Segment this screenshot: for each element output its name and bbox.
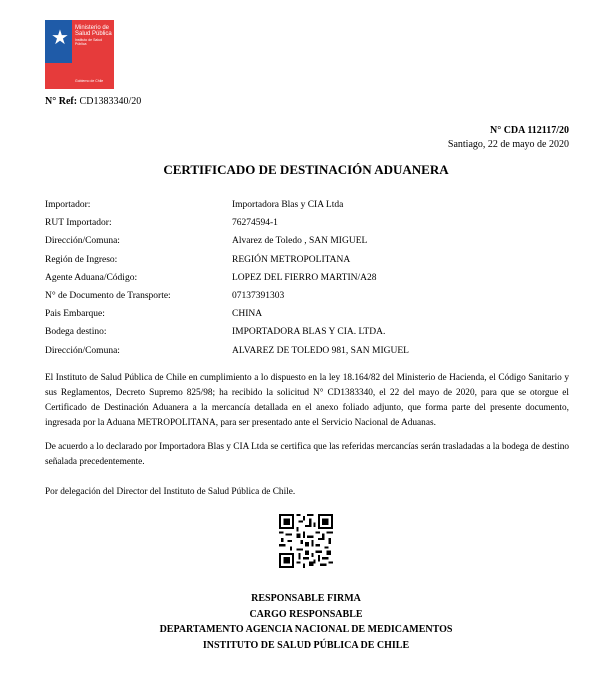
field-value: 07137391303 (232, 291, 285, 302)
field-label: Bodega destino: (45, 327, 107, 338)
field-label: Dirección/Comuna: (45, 345, 120, 356)
signature-line: INSTITUTO DE SALUD PÚBLICA DE CHILE (202, 639, 410, 651)
cda-number: N° CDA 112117/20 (489, 125, 569, 136)
field-label: RUT Importador: (45, 218, 112, 229)
field-row (45, 305, 565, 323)
field-row (45, 196, 565, 214)
field-row (45, 323, 565, 341)
document-title: CERTIFICADO DE DESTINACIÓN ADUANERA (163, 162, 449, 177)
field-label: N° de Documento de Transporte: (45, 291, 171, 302)
field-row (45, 214, 565, 232)
field-row (45, 251, 565, 269)
issue-date: Santiago, 22 de mayo de 2020 (447, 139, 569, 150)
field-value: ALVAREZ DE TOLEDO 981, SAN MIGUEL (232, 345, 409, 356)
field-value: CHINA (232, 309, 263, 320)
field-value: REGIÓN METROPOLITANA (232, 254, 351, 265)
field-value: LOPEZ DEL FIERRO MARTIN/A28 (232, 272, 377, 283)
field-label: Pais Embarque: (45, 309, 105, 320)
signature-block (0, 591, 612, 653)
signature-line: RESPONSABLE FIRMA (251, 593, 361, 604)
field-value: 76274594-1 (232, 218, 278, 229)
field-row (45, 269, 565, 287)
qr-code-icon (279, 514, 333, 568)
signature-line: DEPARTAMENTO AGENCIA NACIONAL DE MEDICAMENTOS (159, 624, 453, 635)
reference-number: N° Ref: CD1383340/20 (45, 96, 142, 107)
signature-line: CARGO RESPONSABLE (249, 608, 363, 620)
declaration-paragraph: De acuerdo a lo declarado por Importadora Blas y CIA Ltda se certifica que las referidas mercancías serán trasladadas a la bodega de destino señalada precedentemente. (45, 442, 569, 467)
field-label: Región de Ingreso: (45, 254, 118, 265)
field-row (45, 287, 565, 305)
institution-logo: ★ Ministerio de Salud Pública Instituto de Salud Pública Gobierno de Chile (45, 20, 114, 89)
field-value: Alvarez de Toledo , SAN MIGUEL (232, 236, 368, 247)
delegation-paragraph: Por delegación del Director del Instituto de Salud Pública de Chile. (45, 487, 296, 497)
field-row (45, 342, 565, 360)
field-value: IMPORTADORA BLAS Y CIA. LTDA. (232, 327, 386, 338)
field-label: Agente Aduana/Código: (45, 272, 138, 283)
field-label: Dirección/Comuna: (45, 236, 120, 247)
star-icon: ★ (51, 27, 69, 49)
details-table (45, 196, 565, 360)
field-row (45, 232, 565, 250)
certification-paragraph: El Instituto de Salud Pública de Chile en cumplimiento a lo dispuesto en la ley 18.164/82 del Ministerio de Hacienda, el Código Sanitario y sus Reglamentos, Decreto Supremo 825/98; ha recibido la solicitud N° CD1383340, el 22 del mayo de 2020, para que se otorgue el Certificado de Destinación Aduanera a la mercancía detallada en el anexo foliado adjunto, que forma parte del presente documento, ingresada por la Aduana METROPOLITANA, para ser presentado ante el Servicio Nacional de Aduanas. (45, 373, 569, 428)
field-value: Importadora Blas y CIA Ltda (232, 200, 344, 211)
field-label: Importador: (45, 200, 91, 211)
